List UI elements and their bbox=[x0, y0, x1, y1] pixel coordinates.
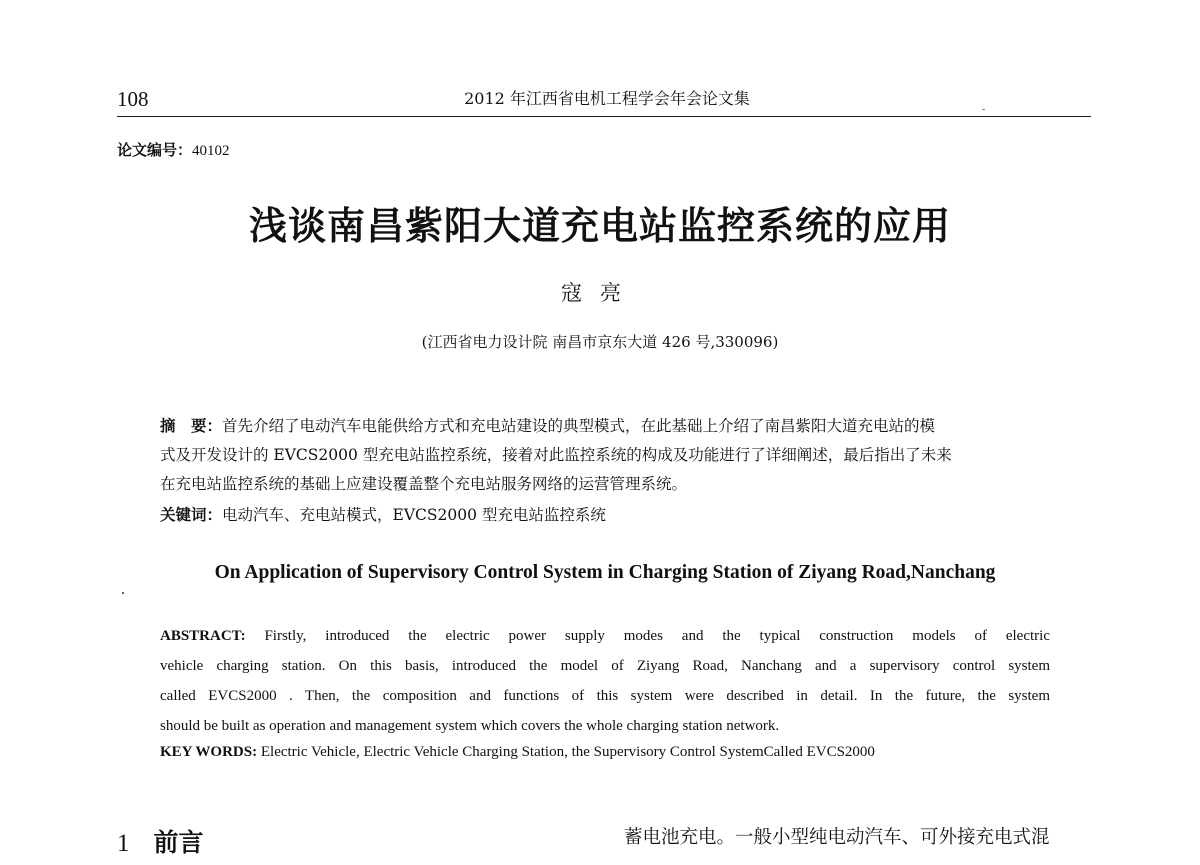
abstract-en-text: Firstly, introduced the electric power supply modes and the typical construction models of electric bbox=[245, 628, 1050, 644]
keywords-en bbox=[160, 739, 1050, 765]
keywords-en-value: Electric Vehicle, Electric Vehicle Charging Station, the Supervisory Control SystemCalled EVCS2000 bbox=[257, 744, 875, 760]
author-name: 寇亮 bbox=[561, 281, 639, 305]
abstract-cn-text: 首先介绍了电动汽车电能供给方式和充电站建设的典型模式，在此基础上介绍了南昌紫阳大道充电站的模 bbox=[222, 417, 936, 435]
abstract-en bbox=[160, 621, 1050, 741]
body-line: 蓄电池充电。一般小型纯电动汽车、可外接充电式混 bbox=[624, 827, 1050, 848]
abstract-cn-line: 在充电站监控系统的基础上应建设覆盖整个充电站服务网络的运营管理系统。 bbox=[160, 475, 688, 493]
section-title: 前言 bbox=[153, 828, 204, 857]
section-number: 1 bbox=[117, 830, 130, 857]
abstract-cn-line: 式及开发设计的 EVCS2000 型充电站监控系统，接着对此监控系统的构成及功能进行了详细阐述，最后指出了未来 bbox=[160, 446, 952, 464]
abstract-cn-line bbox=[160, 412, 1050, 441]
keywords-en-label: KEY WORDS: bbox=[160, 744, 258, 760]
page-number: 108 bbox=[117, 87, 149, 111]
abstract-en-line: called EVCS2000 . Then, the composition and functions of this system were described in detail. In the future, the system bbox=[160, 688, 1050, 704]
scan-fleck bbox=[982, 109, 985, 110]
paper-title-cn: 浅谈南昌紫阳大道充电站监控系统的应用 bbox=[248, 204, 951, 248]
paper-id bbox=[117, 139, 230, 162]
running-header bbox=[117, 86, 1091, 117]
paper-id-value: 40102 bbox=[192, 143, 230, 159]
body-column-right bbox=[624, 821, 1094, 855]
abstract-cn bbox=[160, 412, 1050, 499]
keywords-cn bbox=[160, 503, 1050, 527]
paper-id-label: 论文编号： bbox=[117, 141, 193, 159]
paper-title-en: On Application of Supervisory Control System in Charging Station of Ziyang Road,Nanchang bbox=[214, 562, 996, 583]
abstract-en-line: vehicle charging station. On this basis, introduced the model of Ziyang Road, Nanchang and a supervisory control system bbox=[160, 658, 1050, 674]
abstract-en-label: ABSTRACT: bbox=[160, 628, 246, 644]
author-affiliation: (江西省电力设计院 南昌市京东大道 426 号,330096) bbox=[421, 333, 779, 351]
keywords-cn-value: 电动汽车、充电站模式，EVCS2000 型充电站监控系统 bbox=[222, 506, 606, 524]
abstract-en-line: should be built as operation and management system which covers the whole charging station network. bbox=[160, 718, 780, 734]
journal-title: 2012 年江西省电机工程学会年会论文集 bbox=[464, 89, 750, 108]
abstract-cn-label: 摘 要： bbox=[160, 417, 223, 435]
section-heading bbox=[117, 826, 204, 861]
abstract-en-line bbox=[160, 621, 1050, 651]
keywords-cn-label: 关键词： bbox=[160, 506, 223, 524]
scan-speck bbox=[122, 592, 124, 594]
